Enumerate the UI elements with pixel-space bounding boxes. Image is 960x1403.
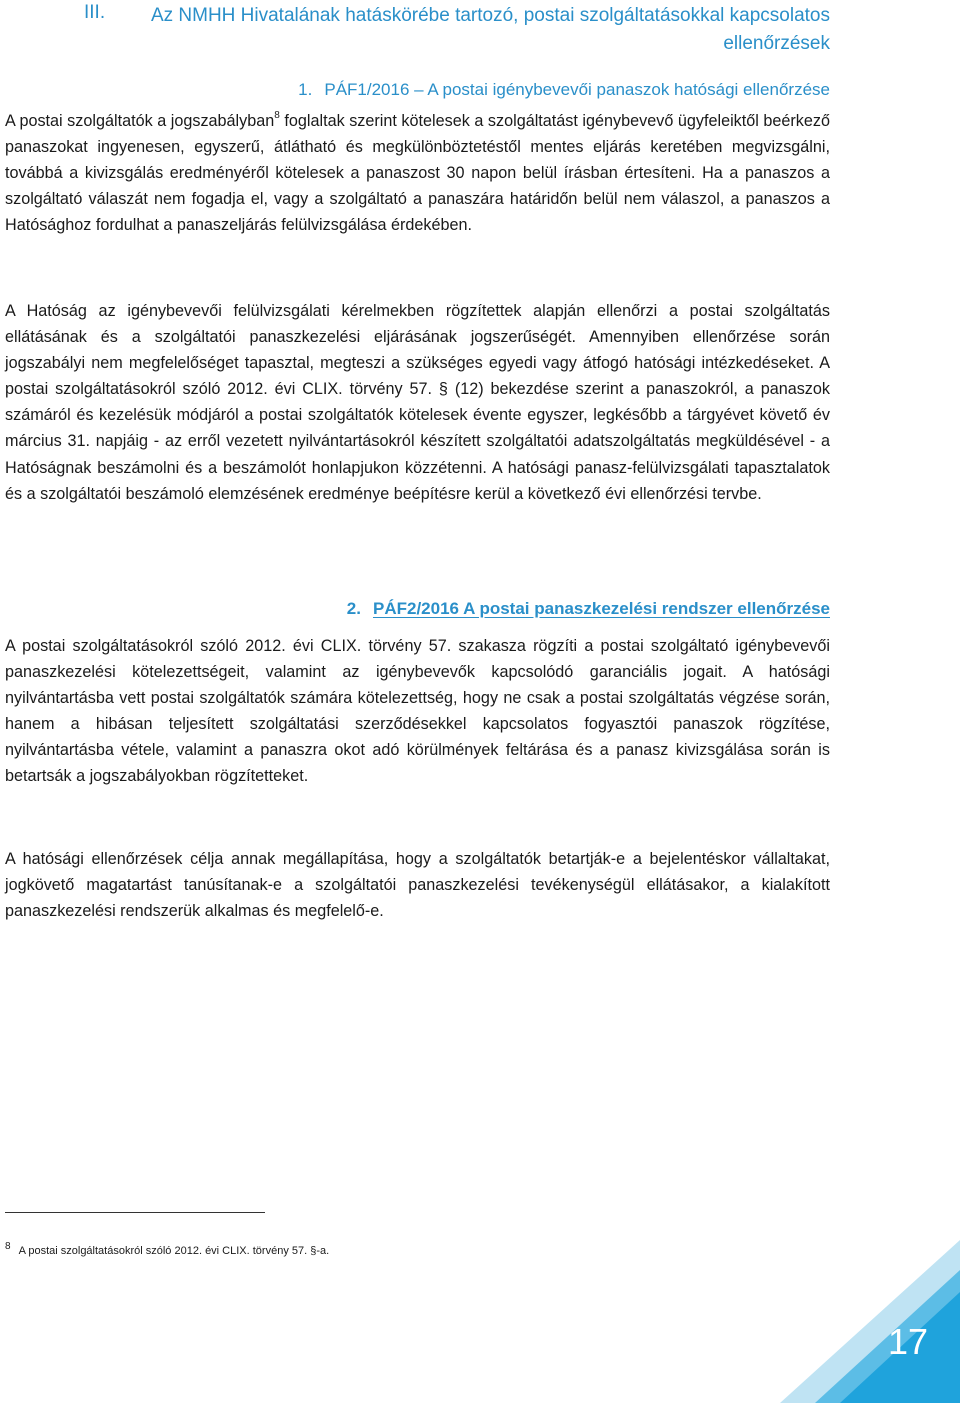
page-corner-decoration	[780, 1240, 960, 1403]
footnote-reference[interactable]: 8	[274, 109, 280, 121]
paragraph-1	[5, 108, 830, 238]
footnote-separator	[5, 1212, 265, 1213]
footnote-mark: 8	[5, 1241, 11, 1252]
section-1-title: PÁF1/2016 – A postai igénybevevői panaszok hatósági ellenőrzése	[324, 80, 830, 99]
paragraph-3: A postai szolgáltatásokról szóló 2012. évi CLIX. törvény 57. szakasza rögzíti a postai szolgáltató igénybevevői panaszkezelési kötelezettségeit, valamint az igénybevevők kapcsolódó garanciális jogait. A hatósági nyilvántartásba vett postai szolgáltatók számára kötelezettség, hogy ne csak a postai szolgáltatás végzése során, hanem a hibásan teljesített szolgáltatási szerződésekkel kapcsolatos fogyasztói panaszok rögzítése, nyilvántartásba vétele, valamint a panaszra okot adó körülmények feltárása és a panasz kivizsgálása során is betartsák a jogszabályokban rögzítetteket.	[5, 637, 830, 786]
paragraph-4: A hatósági ellenőrzések célja annak megállapítása, hogy a szolgáltatók betartják-e a bejelentéskor vállaltakat, jogkövető magatartást tanúsítanak-e a szolgáltatói panaszkezelési tevékenységül ellátásakor, a kialakított panaszkezelési rendszerük alkalmas és megfelelő-e.	[5, 850, 830, 921]
section-2-heading	[347, 599, 830, 619]
footnote	[5, 1241, 330, 1257]
chapter-title: Az NMHH Hivatalának hatáskörébe tartozó, postai szolgáltatásokkal kapcsolatos ellenőrzések	[150, 5, 830, 54]
footnote-text: A postai szolgáltatásokról szóló 2012. évi CLIX. törvény 57. §-a.	[18, 1245, 330, 1257]
section-1-number: 1.	[298, 80, 313, 99]
paragraph-1-start: A postai szolgáltatók a jogszabályban	[5, 112, 275, 130]
section-2-number: 2.	[346, 599, 361, 618]
chapter-number: III.	[84, 2, 106, 23]
paragraph-1-rest: foglaltak szerint kötelesek a szolgáltatást igénybevevő ügyfeleiktől beérkező panaszokat ingyenesen, egyszerű, átlátható és megkülönböztetéstől mentes eljárás keretében megvizsgálni, továbbá a kivizsgálás eredményéről kötelesek a panaszost 30 napon belül írásban értesíteni. Ha a panaszos a szolgáltató válaszát nem fogadja el, vagy a szolgáltató a panaszára határidőn belül nem válaszol, a panaszos a Hatósághoz fordulhat a panaszeljárás felülvizsgálása érdekében.	[5, 112, 830, 235]
paragraph-2: A Hatóság az igénybevevői felülvizsgálati kérelmekben rögzítettek alapján ellenőrzi a postai szolgáltatás ellátásának és a szolgáltatói panaszkezelési eljárásának jogszerűségét. Amennyiben ellenőrzése során jogszabályi nem megfelelőséget tapasztal, megteszi a szükséges egyedi vagy átfogó hatósági intézkedéseket. A postai szolgáltatásokról szóló 2012. évi CLIX. törvény 57. § (12) bekezdése szerint a panaszokról, a panaszok számáról és kezelésük módjáról a postai szolgáltatók kötelesek évente egyszer, legkésőbb a tárgyévet követő év március 31. napjáig - az erről vezetett nyilvántartásokról készített szolgáltatói adatszolgáltatás megküldésével - a Hatóságnak beszámolni és a beszámolót honlapjukon közzétenni. A hatósági panasz-felülvizsgálati tapasztalatok és a szolgáltatói beszámoló elemzésének eredménye beépítésre kerül a következő évi ellenőrzési tervbe.	[5, 302, 830, 503]
page-number: 17	[887, 1321, 928, 1362]
section-1-heading	[298, 80, 830, 100]
section-2-title: PÁF2/2016 A postai panaszkezelési rendszer ellenőrzése	[372, 599, 830, 618]
